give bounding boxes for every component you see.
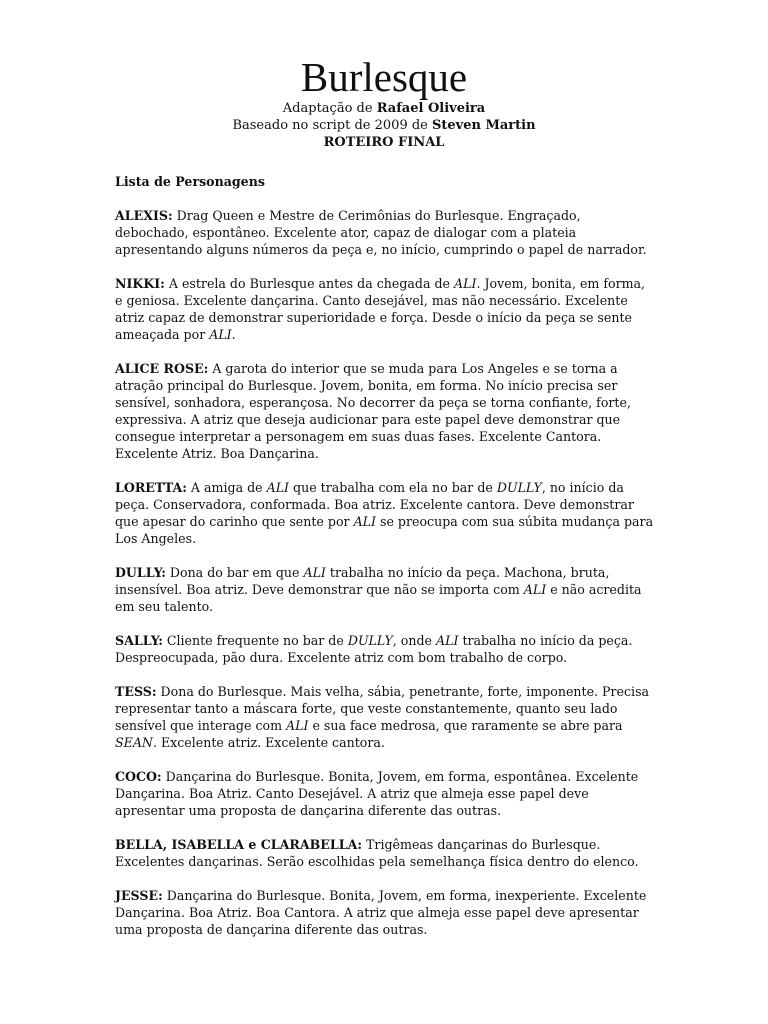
- character-description: . Jovem, bonita, em forma, e geniosa. Excelente dançarina. Canto desejável, mas não necessário. Excelente atriz capaz de demonstrar superioridade e força. Desde o início da peça se sente ameaçada por: [115, 276, 646, 342]
- character-name: TESS:: [115, 684, 157, 699]
- character-reference: ALI: [209, 327, 232, 342]
- character-name: SALLY:: [115, 633, 163, 648]
- character-description: , no início da peça. Conservadora, conformada. Boa atriz. Excelente cantora. Deve demonstrar que apesar do carinho que sente por: [115, 480, 634, 529]
- based-on-line: [0, 117, 768, 134]
- character-reference: ALI: [454, 276, 477, 291]
- based-prefix: Baseado no script de 2009 de: [232, 118, 432, 133]
- document-title: Burlesque: [300, 54, 468, 100]
- character-reference: DULLY: [347, 633, 393, 648]
- adaptation-author: Rafael Oliveira: [376, 101, 486, 116]
- character-description: Drag Queen e Mestre de Cerimônias do Burlesque. Engraçado, debochado, espontâneo. Excelente ator, capaz de dialogar com a plateia apresentando alguns números da peça e, no início, cumprindo o papel de narrador.: [115, 208, 647, 257]
- character-entry: [115, 683, 655, 751]
- character-description: , onde: [392, 633, 437, 648]
- character-name: NIKKI:: [115, 276, 165, 291]
- adaptation-line: [0, 100, 768, 117]
- document-header: [0, 54, 768, 151]
- character-description: se preocupa com sua súbita mudança para Los Angeles.: [115, 514, 654, 546]
- character-name: ALICE ROSE:: [115, 361, 209, 376]
- character-reference: ALI: [523, 582, 547, 597]
- character-entry: [115, 632, 655, 666]
- character-description: que trabalha com ela no bar de: [289, 480, 497, 495]
- character-description: trabalha no início da peça. Machona, bruta, insensível. Boa atriz. Deve demonstrar que não se importa com: [115, 565, 610, 597]
- character-reference: ALI: [436, 633, 459, 648]
- character-entry: [115, 360, 655, 462]
- character-list: [115, 207, 655, 938]
- character-reference: ALI: [286, 718, 309, 733]
- character-entry: [115, 564, 655, 615]
- character-reference: ALI: [266, 480, 290, 495]
- character-entry: [115, 275, 655, 343]
- character-name: ALEXIS:: [115, 208, 173, 223]
- character-description: Dançarina do Burlesque. Bonita, Jovem, em forma, inexperiente. Excelente Dançarina. Boa Atriz. Boa Cantora. A atriz que almeja esse papel deve apresentar uma proposta de dançarina diferente das outras.: [115, 888, 647, 937]
- character-description: Cliente frequente no bar de: [162, 633, 348, 648]
- character-name: BELLA, ISABELLA e CLARABELLA:: [115, 837, 363, 852]
- character-description: .: [231, 327, 236, 342]
- character-description: A garota do interior que se muda para Los Angeles e se torna a atração principal do Burlesque. Jovem, bonita, em forma. No início precisa ser sensível, sonhadora, esperançosa. No decorrer da peça se torna confiante, forte, expressiva. A atriz que deseja audicionar para este papel deve demonstrar que consegue interpretar a personagem em suas duas fases. Excelente Cantora. Excelente Atriz. Boa Dançarina.: [115, 361, 631, 461]
- character-reference: ALI: [353, 514, 376, 529]
- character-entry: [115, 479, 655, 547]
- character-entry: [115, 836, 655, 870]
- character-name: LORETTA:: [115, 480, 187, 495]
- character-entry: [115, 887, 655, 938]
- character-reference: ALI: [303, 565, 326, 580]
- character-name: COCO:: [115, 769, 162, 784]
- character-description: Trigêmeas dançarinas do Burlesque. Excelentes dançarinas. Serão escolhidas pela semelhança física dentro do elenco.: [115, 837, 639, 869]
- characters-section-title: Lista de Personagens: [115, 174, 265, 189]
- character-description: Dona do bar em que: [165, 565, 304, 580]
- script-status: ROTEIRO FINAL: [323, 135, 445, 150]
- character-description: A estrela do Burlesque antes da chegada de: [164, 276, 454, 291]
- adaptation-prefix: Adaptação de: [282, 101, 377, 116]
- character-reference: SEAN: [115, 735, 153, 750]
- character-description: Dona do Burlesque. Mais velha, sábia, penetrante, forte, imponente. Precisa representar tanto a máscara forte, que veste constantemente, quanto seu lado sensível que interage com: [115, 684, 650, 733]
- character-description: A amiga de: [186, 480, 267, 495]
- character-entry: [115, 768, 655, 819]
- character-name: DULLY:: [115, 565, 166, 580]
- character-description: trabalha no início da peça. Despreocupada, pão dura. Excelente atriz com bom trabalho de corpo.: [115, 633, 633, 665]
- character-description: e sua face medrosa, que raramente se abre para: [308, 718, 623, 733]
- based-author: Steven Martin: [432, 118, 536, 133]
- document-body: [115, 173, 655, 955]
- character-description: Dançarina do Burlesque. Bonita, Jovem, em forma, espontânea. Excelente Dançarina. Boa Atriz. Canto Desejável. A atriz que almeja esse papel deve apresentar uma proposta de dançarina diferente das outras.: [115, 769, 639, 818]
- character-name: JESSE:: [115, 888, 163, 903]
- character-description: . Excelente atriz. Excelente cantora.: [152, 735, 385, 750]
- character-reference: DULLY: [496, 480, 542, 495]
- character-entry: [115, 207, 655, 258]
- character-description: e não acredita em seu talento.: [115, 582, 642, 614]
